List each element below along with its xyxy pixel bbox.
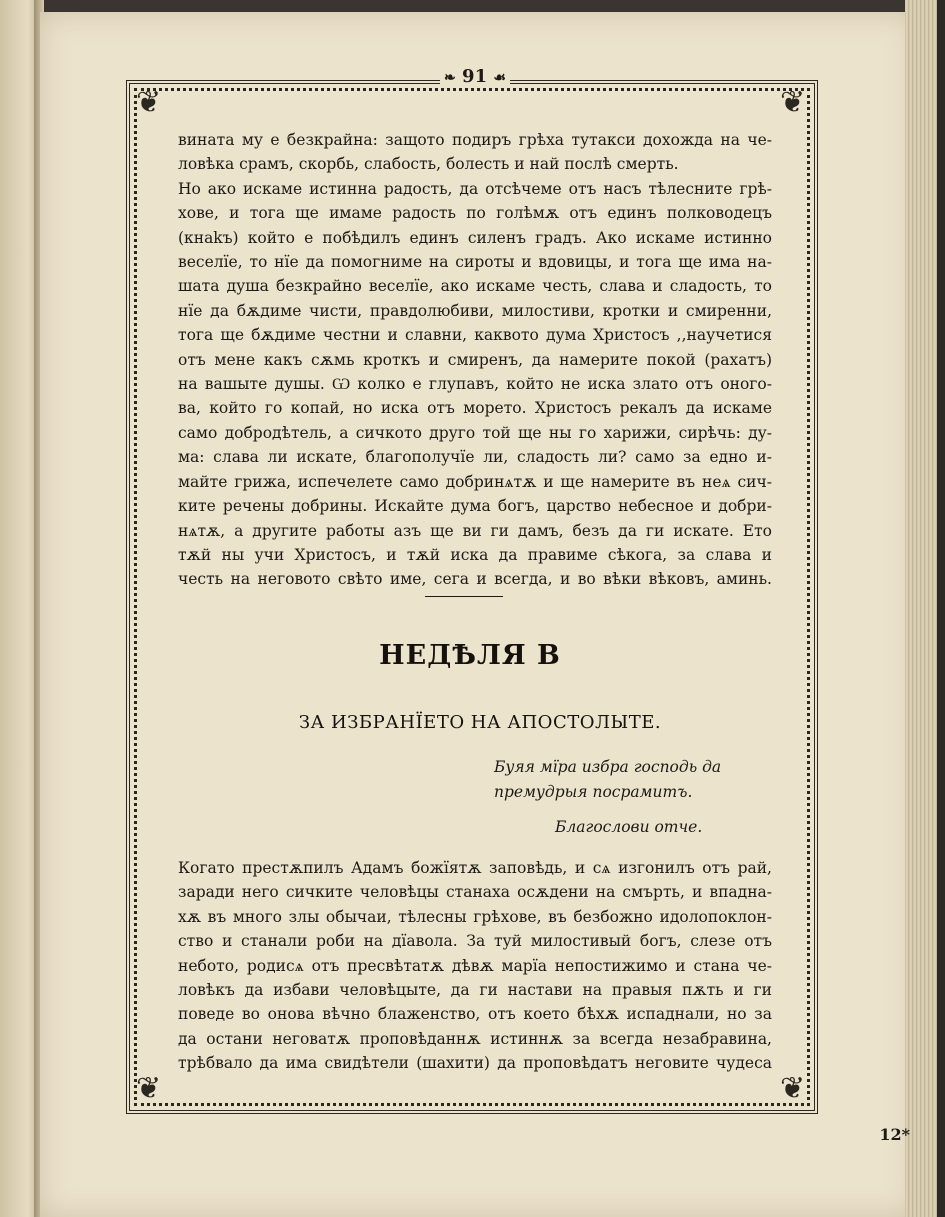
signature-mark: 12* <box>879 1125 910 1144</box>
epigraph-line: Буяя мïра избра господь да <box>494 758 722 776</box>
text-line: отъ мене какъ сѫмь кроткъ и смиренъ, да намерите покой (рахатъ) <box>178 350 772 369</box>
leaf-ornament-icon: ☙ <box>493 70 506 86</box>
page-number: ❧ 91 ☙ <box>440 66 510 87</box>
text-line: тога ще бѫдиме честни и славни, каквото дума Христосъ ,,научетися <box>178 326 772 345</box>
text-line: заради него сичките человѣцы станаха осѫдени на смърть, и впадна- <box>178 883 772 902</box>
epigraph-line: премудрыя посрамитъ. <box>494 783 693 801</box>
text-line: поведе во онова вѣчно блаженство, отъ което бѣхѫ испаднали, но за <box>178 1005 772 1024</box>
text-line: ловѣка срамъ, скорбь, слабость, болесть и най послѣ смерть. <box>178 155 679 174</box>
section-heading: НЕДѢЛЯ В <box>379 640 561 671</box>
corner-ornament-icon: ❦ <box>136 85 162 120</box>
text-line: ство и станали роби на дïавола. За туй милостивый богъ, слезе отъ <box>178 932 772 951</box>
text-line: майте грижа, испечелете само добринѧтѫ и ще намерите въ неѧ сич- <box>178 472 772 491</box>
text-line: Когато престѫпилъ Адамъ божïятѫ заповѣдь, и сѧ изгонилъ отъ рай, <box>178 859 772 877</box>
text-line: (кнаkъ) който е побѣдилъ единъ силенъ градъ. Ако искаме истинно <box>178 228 772 247</box>
section-divider <box>425 596 503 597</box>
corner-ornament-icon: ❦ <box>780 85 806 120</box>
text-line: небото, родисѧ отъ пресвѣтатѫ дѣвѫ марïа непостижимо и стана че- <box>178 956 772 975</box>
text-line: нïе да бѫдиме чисти, правдолюбиви, милостиви, кротки и смиренни, <box>178 301 772 320</box>
text-line: Но ако искаме истинна радость, да отсѣчеме отъ насъ тѣлесните грѣ- <box>178 179 772 198</box>
leaf-ornament-icon: ❧ <box>444 70 456 86</box>
text-line: да остани неговатѫ проповѣданнѫ истиннѫ за всегда незабравина, <box>178 1029 772 1048</box>
text-line: вината му е безкрайна: защото подиръ грѣха тутакси дохожда на че- <box>178 131 772 149</box>
text-line: шата душа безкрайно веселïе, ако искаме честь, слава и сладость, то <box>178 277 772 296</box>
text-line: ма: слава ли искате, благополучïе ли, сладость ли? само за едно и- <box>178 448 772 467</box>
epigraph <box>494 755 782 805</box>
text-line: на вашыте душы. Ѡ колко е глупавъ, който не иска злато отъ оного- <box>178 375 772 394</box>
page-stack-edges <box>905 0 945 1217</box>
text-line: нѧтѫ, а другите работы азъ ще ви ги дамъ, безъ да ги искате. Ето <box>178 521 772 540</box>
text-line: ва, който го копай, но иска отъ морето. Христосъ рекалъ да искаме <box>178 399 772 418</box>
text-line: хове, и тога ще имаме радость по голѣмѫ отъ единъ полководецъ <box>178 204 772 223</box>
text-line: тѫй ны учи Христосъ, и тѫй иска да правиме сѣкога, за слава и <box>178 545 772 564</box>
text-line: честь на неговото свѣто име, сега и всегда, и во вѣки вѣковъ, аминь. <box>178 570 772 589</box>
top-paragraphs <box>178 128 772 592</box>
text-line: само добродѣтель, а сичкото друго той ще ны го харижи, сирѣчь: ду- <box>178 423 772 442</box>
text-line: ките речены добрины. Искайте дума богъ, царство небесное и добри- <box>178 497 772 516</box>
corner-ornament-icon: ❦ <box>780 1071 806 1106</box>
text-line: ловѣкъ да избави человѣцыте, да ги настави на правыя пѫть и ги <box>178 981 772 1000</box>
section-subheading: ЗА ИЗБРАНÏЕТО НА АПОСТОЛЫТЕ. <box>298 712 662 733</box>
text-line: веселïе, то нïе да помогниме на сироты и вдовицы, и тога ще има на- <box>178 253 772 272</box>
text-line: трѣбвало да има свидѣтели (шахити) да проповѣдатъ неговите чудеса <box>178 1054 772 1073</box>
blessing: Благослови отче. <box>555 818 703 836</box>
corner-ornament-icon: ❦ <box>136 1071 162 1106</box>
bottom-paragraph <box>178 856 772 1076</box>
text-line: хѫ въ много злы обычаи, тѣлесны грѣхове, въ безбожно идолопоклон- <box>178 907 772 926</box>
